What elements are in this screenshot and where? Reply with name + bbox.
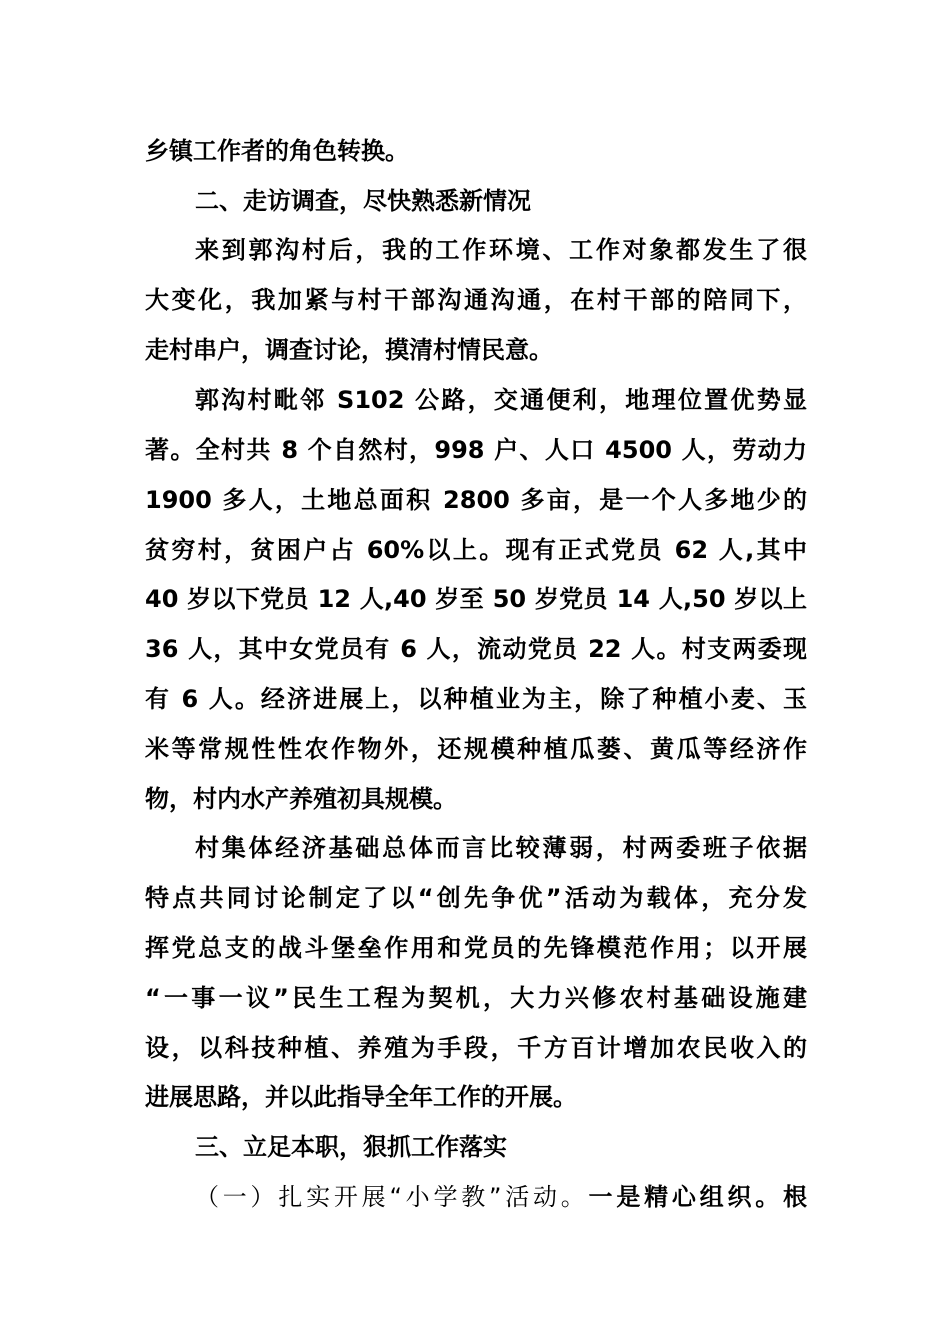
text-line: 36 人，其中女党员有 6 人，流动党员 22 人。村支两委现 [145, 635, 807, 663]
subsection-label: （一）扎实开展“小学教”活动。 [195, 1183, 589, 1211]
text-line: 大变化，我加紧与村干部沟通沟通，在村干部的陪同下， [145, 286, 807, 314]
text-line: 村集体经济基础总体而言比较薄弱，村两委班子依据 [195, 834, 807, 862]
section-heading: 二、走访调查，尽快熟悉新情况 [195, 187, 531, 215]
text-line: 进展思路，并以此指导全年工作的开展。 [145, 1083, 577, 1111]
text-line: 挥党总支的战斗堡垒作用和党员的先锋模范作用；以开展 [145, 934, 807, 962]
text-line: 40 岁以下党员 12 人,40 岁至 50 岁党员 14 人,50 岁以上 [145, 585, 807, 613]
text-line: 著。全村共 8 个自然村，998 户、人口 4500 人，劳动力 [145, 436, 807, 464]
emphasis-text: 一是精心组织。根 [588, 1183, 807, 1211]
text-line: 贫穷村，贫困户占 60%以上。现有正式党员 62 人,其中 [145, 536, 807, 564]
text-line: 乡镇工作者的角色转换。 [145, 137, 409, 165]
section-heading: 三、立足本职，狠抓工作落实 [195, 1133, 507, 1161]
text-line: 来到郭沟村后，我的工作环境、工作对象都发生了很 [195, 236, 807, 264]
text-line: 物，村内水产养殖初具规模。 [145, 785, 457, 813]
text-line: 走村串户，调查讨论，摸清村情民意。 [145, 336, 553, 364]
text-line: 1900 多人，土地总面积 2800 多亩，是一个人多地少的 [145, 486, 807, 514]
text-line: “一事一议”民生工程为契机，大力兴修农村基础设施建 [145, 984, 807, 1012]
text-line: 米等常规性性农作物外，还规模种植瓜蒌、黄瓜等经济作 [145, 735, 807, 763]
text-line: 特点共同讨论制定了以“创先争优”活动为载体，充分发 [145, 884, 807, 912]
text-line [195, 1177, 807, 1217]
text-line: 设，以科技种植、养殖为手段，千方百计增加农民收入的 [145, 1034, 807, 1062]
text-line: 有 6 人。经济进展上，以种植业为主，除了种植小麦、玉 [145, 685, 807, 713]
text-line: 郭沟村毗邻 S102 公路，交通便利，地理位置优势显 [195, 386, 807, 414]
